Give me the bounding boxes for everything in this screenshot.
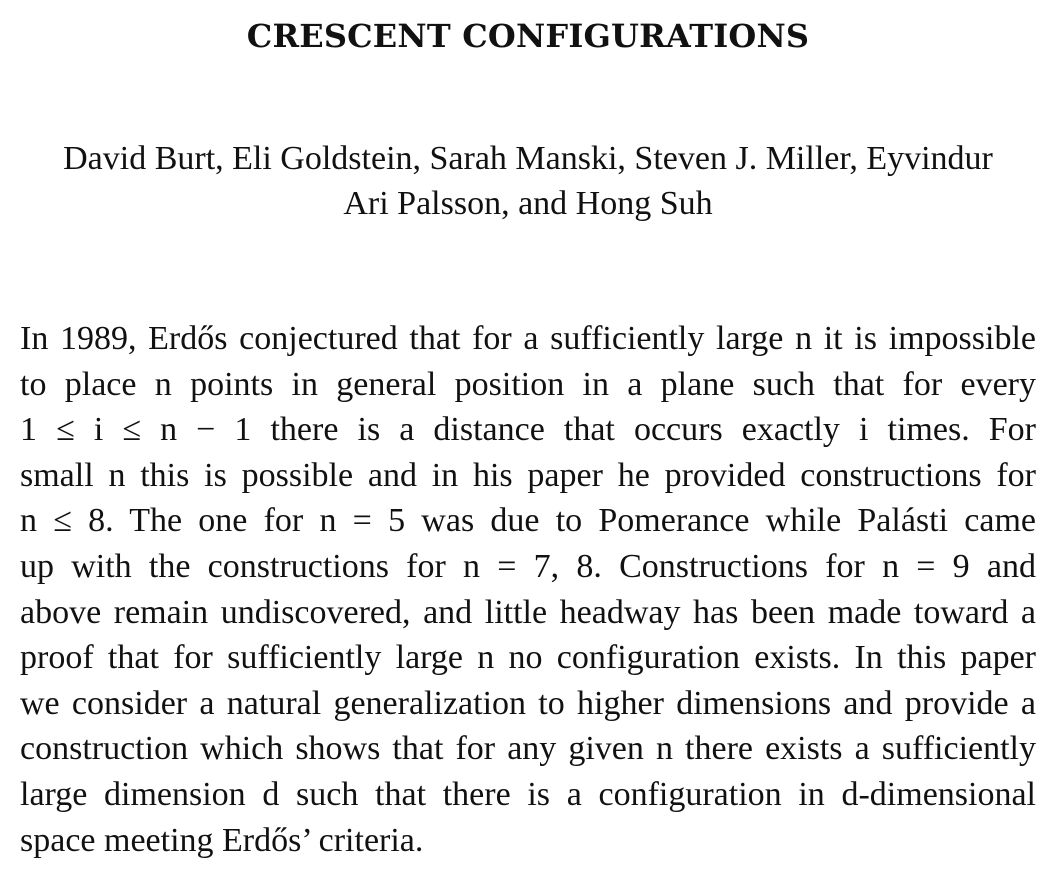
author-list xyxy=(20,136,1036,226)
abstract-line: we consider a natural generalization to higher dimensions and provide a xyxy=(20,684,1036,722)
abstract-line: above remain undiscovered, and little headway has been made toward a xyxy=(20,593,1036,631)
abstract-line: n ≤ 8. The one for n = 5 was due to Pomerance while Palásti came xyxy=(20,502,1036,540)
abstract-line: up with the constructions for n = 7, 8. Constructions for n = 9 and xyxy=(20,547,1036,585)
abstract-line: construction which shows that for any given n there exists a sufficiently xyxy=(20,730,1036,768)
abstract xyxy=(20,316,1036,863)
abstract-line: In 1989, Erdős conjectured that for a sufficiently large n it is impossible xyxy=(20,320,1036,357)
abstract-line: small n this is possible and in his paper he provided constructions for xyxy=(20,456,1036,494)
abstract-line: 1 ≤ i ≤ n − 1 there is a distance that occurs exactly i times. For xyxy=(20,411,1036,449)
abstract-line: proof that for sufficiently large n no configuration exists. In this paper xyxy=(20,639,1036,677)
abstract-line: large dimension d such that there is a configuration in d-dimensional xyxy=(20,775,1036,813)
abstract-line: to place n points in general position in a plane such that for every xyxy=(20,365,1036,403)
paper-title: CRESCENT CONFIGURATIONS xyxy=(246,17,810,55)
author-line: Ari Palsson, and Hong Suh xyxy=(343,185,713,222)
author-line: David Burt, Eli Goldstein, Sarah Manski, Steven J. Miller, Eyvindur xyxy=(63,140,993,177)
abstract-line: space meeting Erdős’ criteria. xyxy=(20,821,424,859)
